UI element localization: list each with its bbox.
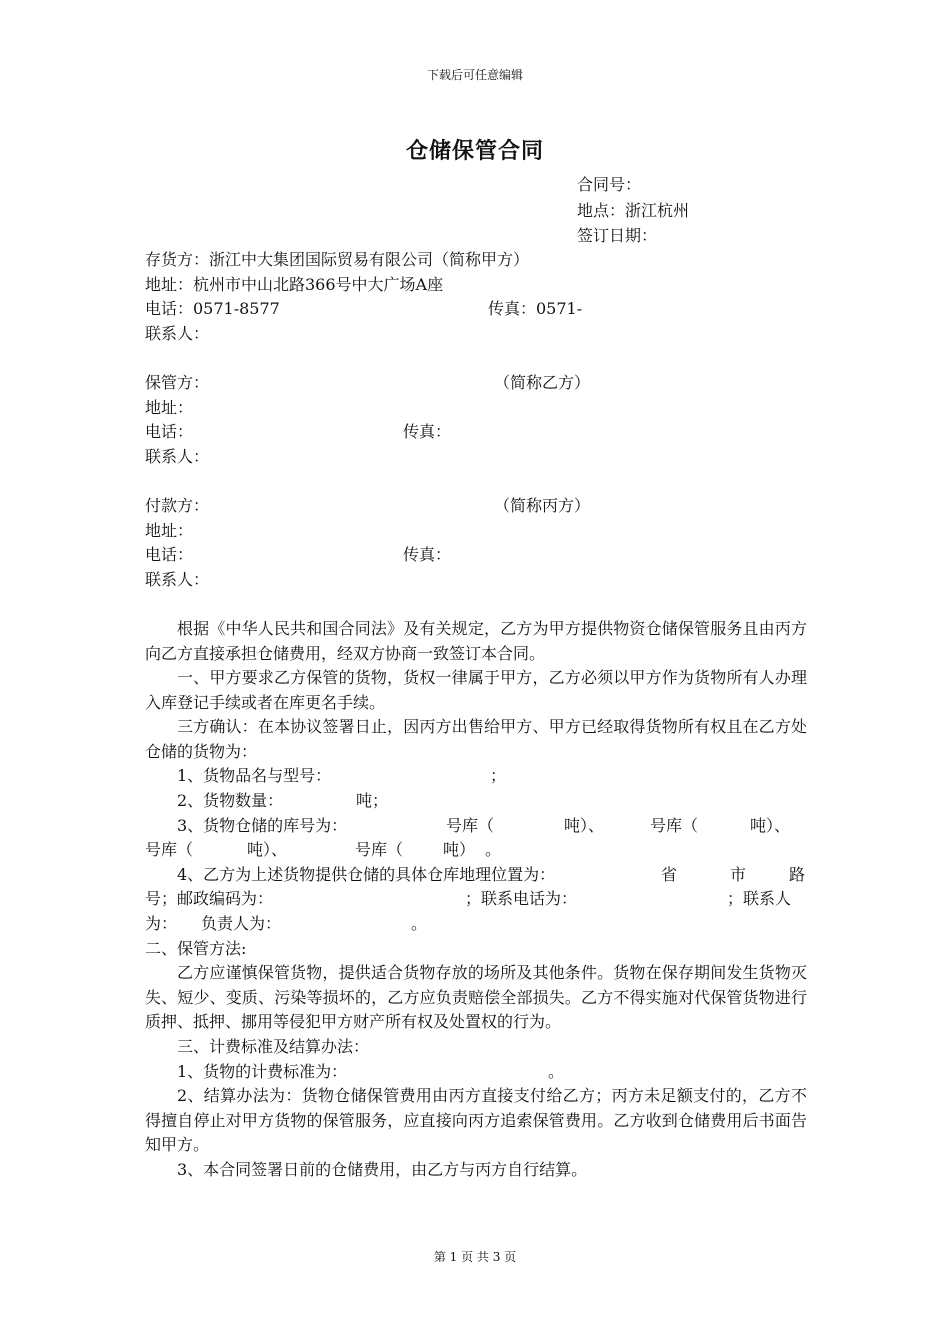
intro-paragraph: 根据《中华人民共和国合同法》及有关规定，乙方为甲方提供物资仓储保管服务且由丙方向乙方直接承担仓储费用，经双方协商一致签订本合同。 — [145, 618, 807, 663]
section-2-body: 乙方应谨慎保管货物，提供适合货物存放的场所及其他条件。货物在保存期间发生货物灭失、短少、变质、污染等损坏的，乙方应负责赔偿全部损失。乙方不得实施对代保管货物进行质押、抵押、挪用等侵犯甲方财产所有权及处置权的行为。 — [145, 963, 807, 1032]
fee-standard-end: 。 — [548, 1061, 565, 1081]
store-number-line — [145, 814, 807, 839]
contract-place: 地点：浙江杭州 — [577, 201, 690, 220]
warehouse-location-line-2 — [145, 887, 807, 912]
postcode-label: 号；邮政编码为： — [145, 889, 274, 909]
store-2: 号库（ — [650, 815, 699, 835]
province-label: 省 — [661, 864, 678, 884]
party-c-name: 付款方： — [145, 495, 210, 515]
store-4-ton: 吨） — [443, 840, 476, 860]
fee-standard-label: 1、货物的计费标准为： — [177, 1061, 348, 1081]
party-b-contact: 联系人： — [145, 446, 210, 466]
city-label: 市 — [730, 864, 747, 884]
party-c-phone: 电话： — [145, 545, 194, 565]
party-b-contact-line — [145, 420, 807, 445]
party-a-fax: 传真：0571- — [488, 299, 583, 319]
goods-quantity-unit: 吨； — [356, 791, 389, 811]
warehouse-location-label: 4、乙方为上述货物提供仓储的具体仓库地理位置为： — [177, 864, 556, 884]
store-3-ton: 吨）、 — [247, 840, 288, 860]
section-3-heading: 三、计费标准及结算办法： — [177, 1037, 370, 1056]
party-c-contact: 联系人： — [145, 569, 210, 589]
settlement-method: 2、结算办法为：货物仓储保管费用由丙方直接支付给乙方；丙方未足额支付的，乙方不得擅自停止对甲方货物的保管服务，应直接向丙方追索保管费用。乙方收到仓储费用后书面告知甲方。 — [145, 1086, 807, 1155]
store-4: 号库（ — [355, 840, 404, 860]
party-a-address: 地址：杭州市中山北路366号中大广场A座 — [145, 274, 444, 294]
goods-name-line — [145, 764, 807, 789]
road-label: 路 — [789, 864, 806, 884]
party-c-short: （简称丙方） — [494, 495, 591, 515]
contact-for-label: 为： — [145, 914, 178, 934]
fee-standard-line — [145, 1060, 807, 1085]
manager-end: 。 — [411, 914, 428, 934]
contract-number: 合同号： — [577, 175, 642, 194]
goods-quantity-label: 2、货物数量： — [177, 791, 284, 811]
party-b-address: 地址： — [145, 397, 194, 417]
goods-quantity-line — [145, 789, 807, 814]
three-party-confirmation: 三方确认：在本协议签署日止，因丙方出售给甲方、甲方已经取得货物所有权且在乙方处仓储的货物为： — [145, 717, 807, 761]
store-1: 号库（ — [446, 815, 495, 835]
warehouse-location-line — [145, 863, 807, 888]
party-b-line — [145, 371, 807, 396]
store-number-label: 3、货物仓储的库号为： — [177, 815, 348, 835]
goods-name-label: 1、货物品名与型号： — [177, 766, 332, 786]
warehouse-location-line-3 — [145, 912, 807, 937]
party-a-phone: 电话：0571-8577 — [145, 299, 280, 319]
store-3: 号库（ — [145, 840, 194, 860]
party-c-fax: 传真： — [403, 545, 452, 565]
phone-label: ；联系电话为： — [465, 889, 578, 909]
store-number-line-2 — [145, 838, 807, 863]
manager-label: 负责人为： — [201, 914, 282, 934]
party-b-short: （简称乙方） — [494, 372, 591, 392]
store-2-ton: 吨）、 — [750, 815, 791, 835]
page-footer: 第 1 页 共 3 页 — [433, 1250, 517, 1264]
clause-1: 一、甲方要求乙方保管的货物，货权一律属于甲方，乙方必须以甲方作为货物所有人办理入库登记手续或者在库更名手续。 — [145, 668, 807, 712]
contact-person-label: ；联系人 — [727, 889, 792, 909]
document-title: 仓储保管合同 — [405, 138, 544, 164]
party-b-fax: 传真： — [403, 422, 452, 442]
store-period: 。 — [485, 840, 502, 860]
party-a-name: 存货方：浙江中大集团国际贸易有限公司（简称甲方） — [145, 250, 530, 269]
document-body — [145, 248, 807, 1183]
party-b-phone: 电话： — [145, 422, 194, 442]
prior-fee-settlement: 3、本合同签署日前的仓储费用，由乙方与丙方自行结算。 — [177, 1159, 588, 1179]
goods-name-end: ； — [490, 766, 507, 786]
section-2-heading: 二、保管方法: — [145, 938, 247, 958]
party-b-name: 保管方： — [145, 372, 210, 392]
page-header: 下载后可任意编辑 — [426, 68, 523, 82]
party-a-contact: 联系人： — [145, 323, 210, 343]
party-c-address: 地址： — [145, 520, 194, 540]
sign-date: 签订日期： — [577, 226, 658, 245]
party-c-line — [145, 494, 807, 519]
party-c-contact-line — [145, 543, 807, 568]
store-1-ton: 吨）、 — [564, 815, 605, 835]
party-a-contact-line — [145, 297, 807, 322]
